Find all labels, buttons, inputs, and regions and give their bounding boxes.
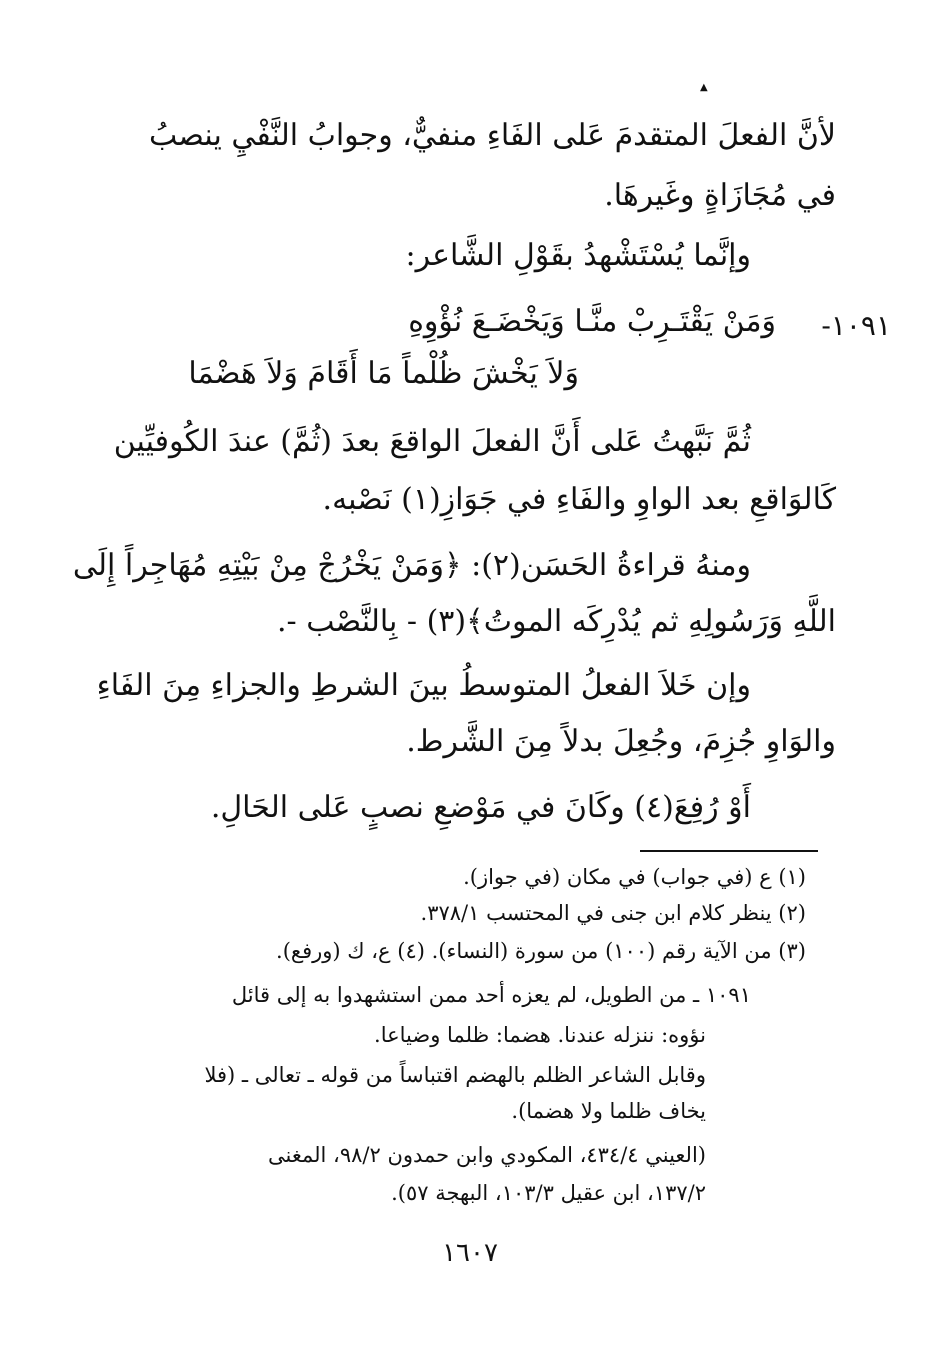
body-line: والوَاوِ جُزِمَ، وجُعِلَ بدلاً مِنَ الشَّرط. bbox=[406, 724, 836, 759]
body-line: لأنَّ الفعلَ المتقدمَ عَلى الفَاءِ منفيٌّ، وجوابُ النَّفْيِ ينصبُ bbox=[148, 118, 836, 153]
body-line: ثُمَّ نَبَّهتُ عَلى أَنَّ الفعلَ الواقعَ بعدَ (ثُمَّ) عندَ الكُوفيِّين bbox=[113, 424, 751, 459]
footnote-separator bbox=[640, 850, 818, 852]
footnote-line: (٣) من الآية رقم (١٠٠) من سورة (النساء). (٤) ع، ك (ورفع). bbox=[276, 939, 806, 963]
footnote-line: ١٠٩١ ـ من الطويل، لم يعزه أحد ممن استشهدوا به إلى قائل bbox=[231, 983, 751, 1007]
footnote-line: (٢) ينظر كلام ابن جنى في المحتسب ٣٧٨/١. bbox=[420, 901, 806, 925]
verse-hemistich-1: وَمَنْ يَقْتَـرِبْ منَّـا وَيَخْضَـعَ نُؤْوِهِ bbox=[408, 304, 776, 339]
footnote-line: ١٣٧/٢، ابن عقيل ١٠٣/٣، البهجة ٥٧). bbox=[391, 1181, 706, 1205]
footnote-line: (١) ع (في جواب) في مكان (في جواز). bbox=[463, 865, 806, 889]
body-line: اللَّهِ وَرَسُولِهِ ثم يُدْرِكَه الموتُ﴾(٣) - بِالنَّصْب -. bbox=[277, 604, 836, 639]
body-line: وإنَّما يُسْتَشْهدُ بقَوْلِ الشَّاعر: bbox=[405, 238, 751, 273]
body-line: كَالوَاقعِ بعد الواوِ والفَاءِ في جَوَازِ(١) نَصْبه. bbox=[322, 482, 836, 517]
body-line: ومنهُ قراءةُ الحَسَن(٢): ﴿وَمَنْ يَخْرُجْ مِنْ بَيْتِهِ مُهَاجِراً إِلَى bbox=[72, 548, 751, 583]
body-line: أَوْ رُفِعَ(٤) وكَانَ في مَوْضعِ نصبٍ عَلى الحَالِ. bbox=[210, 790, 751, 825]
page-number: ١٦٠٧ bbox=[442, 1238, 498, 1268]
footnote-line: وقابل الشاعر الظلم بالهضم اقتباساً من قوله ـ تعالى ـ (فلا bbox=[204, 1063, 706, 1087]
footnote-line: يخاف ظلما ولا هضما). bbox=[511, 1099, 706, 1123]
body-line: في مُجَازَاةٍ وغَيرهَا. bbox=[604, 178, 836, 213]
corner-mark: ▲ bbox=[700, 82, 708, 93]
verse-hemistich-2: وَلاَ يَخْشَ ظُلْماً مَا أَقَامَ وَلاَ هَضْمَا bbox=[188, 356, 579, 391]
footnote-line: نؤوه: ننزله عندنا. هضما: ظلما وضياعا. bbox=[374, 1023, 706, 1047]
body-line: وإن خَلاَ الفعلُ المتوسطُ بينَ الشرطِ والجزاءِ مِنَ الفَاءِ bbox=[96, 668, 751, 703]
footnote-line: (العيني ٤٣٤/٤، المكودي وابن حمدون ٩٨/٢، المغنى bbox=[268, 1143, 706, 1167]
verse-number: ١٠٩١- bbox=[821, 309, 891, 342]
